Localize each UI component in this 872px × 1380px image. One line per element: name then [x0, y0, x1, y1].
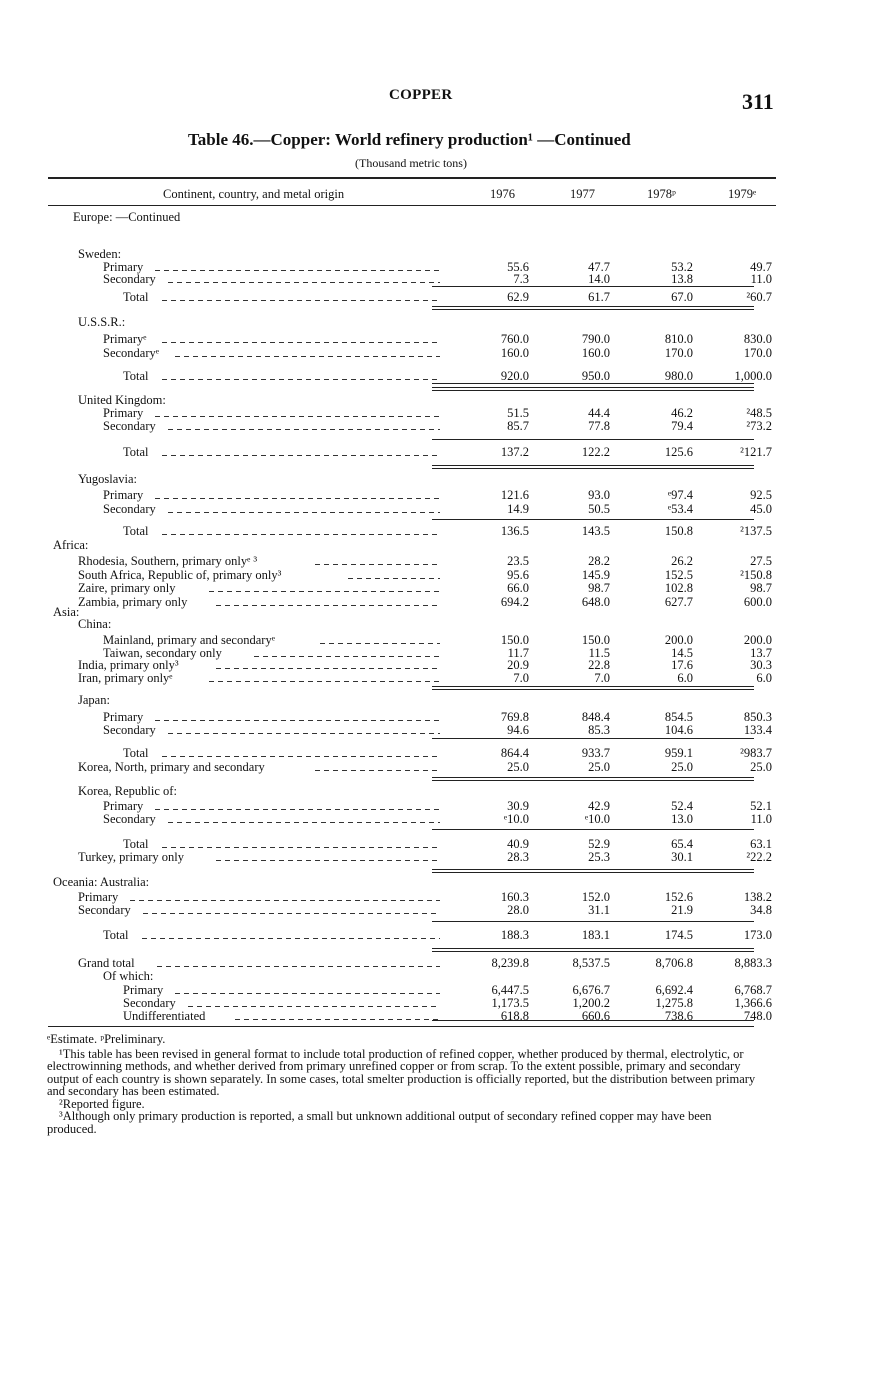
- table-row: [0, 658, 872, 672]
- cell-1977: 52.9: [588, 837, 610, 851]
- cell-1978: 21.9: [671, 903, 693, 917]
- double-rule: [432, 465, 754, 469]
- total-rule: [432, 383, 754, 384]
- table-row: [0, 502, 872, 516]
- row-label: Primaryᵉ: [103, 332, 147, 346]
- cell-1976: 188.3: [500, 928, 529, 942]
- dot-leader: [162, 839, 440, 849]
- cell-1979: 98.7: [750, 581, 772, 595]
- cell-1978: 6.0: [677, 671, 693, 685]
- cell-1979: 27.5: [750, 554, 772, 568]
- double-rule: [432, 686, 754, 690]
- cell-1977: 145.9: [581, 568, 610, 582]
- row-label: Yugoslavia:: [78, 472, 138, 486]
- row-label: Primary: [103, 799, 144, 813]
- row-label: Secondary: [103, 502, 156, 516]
- cell-1977: 648.0: [581, 595, 610, 609]
- double-rule: [432, 387, 754, 391]
- dot-leader: [162, 748, 440, 758]
- cell-1978: 152.6: [664, 890, 693, 904]
- row-label: Primary: [103, 406, 144, 420]
- cell-1976: 28.3: [507, 850, 529, 864]
- double-rule: [432, 777, 754, 781]
- cell-1977: 933.7: [581, 746, 610, 760]
- cell-1977: 660.6: [581, 1009, 610, 1023]
- table-row: [0, 969, 872, 983]
- cell-1978: 1,275.8: [655, 996, 693, 1010]
- cell-1976: 121.6: [500, 488, 529, 502]
- table-row: [0, 850, 872, 864]
- table-row: [0, 346, 872, 360]
- cell-1977: 25.0: [588, 760, 610, 774]
- row-label: Undifferentiated: [123, 1009, 206, 1023]
- dot-leader: [155, 712, 440, 722]
- cell-1978: 738.6: [664, 1009, 693, 1023]
- cell-1978: 52.4: [671, 799, 693, 813]
- cell-1978: 170.0: [664, 346, 693, 360]
- cell-1976: 6,447.5: [491, 983, 529, 997]
- table-row: [0, 488, 872, 502]
- table-row: [0, 760, 872, 774]
- page-number: 311: [742, 89, 774, 114]
- dot-leader: [175, 348, 440, 358]
- row-label: Total: [123, 369, 149, 383]
- table-row: [0, 928, 872, 942]
- cell-1979: ²137.5: [740, 524, 772, 538]
- cell-1979: 13.7: [750, 646, 772, 660]
- cell-1978: 200.0: [664, 633, 693, 647]
- table-row: [0, 568, 872, 582]
- column-header-label: Continent, country, and metal origin: [163, 187, 345, 201]
- table-row: [0, 671, 872, 685]
- total-rule: [432, 829, 754, 830]
- table-row: [0, 956, 872, 970]
- cell-1978: 174.5: [664, 928, 693, 942]
- cell-1976: 864.4: [500, 746, 529, 760]
- cell-1977: 1,200.2: [572, 996, 610, 1010]
- row-label: Primary: [78, 890, 119, 904]
- dot-leader: [130, 892, 440, 902]
- cell-1979: 748.0: [743, 1009, 772, 1023]
- cell-1976: 62.9: [507, 290, 529, 304]
- cell-1978: 13.0: [671, 812, 693, 826]
- row-label: Turkey, primary only: [78, 850, 185, 864]
- cell-1979: 45.0: [750, 502, 772, 516]
- cell-1979: 49.7: [750, 260, 772, 274]
- dot-leader: [168, 814, 440, 824]
- cell-1979: 170.0: [743, 346, 772, 360]
- cell-1979: 1,000.0: [734, 369, 772, 383]
- cell-1979: 173.0: [743, 928, 772, 942]
- cell-1976: 1,173.5: [491, 996, 529, 1010]
- footnote-1: ¹This table has been revised in general format to include total production of refined copper, whether produced by thermal, electrolytic, or electrowinning methods, and whether derived from primary unrefined copper or from scrap. To the extent possible, primary and secondary output of each country is shown separately. In some cases, total smelter production is officially reported, but the distribution between primary and secondary has been estimated.: [47, 1046, 756, 1098]
- table-row: [0, 996, 872, 1010]
- table-row: [0, 247, 872, 261]
- running-head: COPPER: [389, 87, 453, 103]
- row-label: Secondary: [103, 723, 156, 737]
- cell-1979: 8,883.3: [734, 956, 772, 970]
- dot-leader: [155, 262, 440, 272]
- cell-1979: 850.3: [743, 710, 772, 724]
- cell-1978: 25.0: [671, 760, 693, 774]
- row-label: Of which:: [103, 969, 154, 983]
- table-row: [0, 290, 872, 304]
- cell-1976: 160.3: [500, 890, 529, 904]
- table-row: [0, 903, 872, 917]
- cell-1977: 85.3: [588, 723, 610, 737]
- table-row: [0, 406, 872, 420]
- table-row: [0, 538, 872, 552]
- dot-leader: [142, 930, 440, 940]
- table-row: [0, 693, 872, 707]
- double-rule: [432, 306, 754, 310]
- cell-1978: 46.2: [671, 406, 693, 420]
- table-row: [0, 633, 872, 647]
- table-row: [0, 419, 872, 433]
- cell-1977: 152.0: [581, 890, 610, 904]
- cell-1979: 133.4: [743, 723, 772, 737]
- footnote-3: ³Although only primary production is reported, a small but unknown additional output of secondary refined copper may have been produced.: [47, 1109, 712, 1136]
- cell-1978: 79.4: [671, 419, 693, 433]
- row-label: South Africa, Republic of, primary only³: [78, 568, 282, 582]
- cell-1976: 137.2: [500, 445, 529, 459]
- cell-1977: 8,537.5: [572, 956, 610, 970]
- dot-leader: [162, 292, 440, 302]
- cell-1978: 65.4: [671, 837, 693, 851]
- column-header-1978: 1978ᵖ: [647, 187, 676, 201]
- dot-leader: [162, 447, 440, 457]
- table-row: [0, 369, 872, 383]
- cell-1979: ²22.2: [746, 850, 772, 864]
- table-row: [0, 332, 872, 346]
- cell-1979: 63.1: [750, 837, 772, 851]
- cell-1978: ᵉ97.4: [667, 488, 693, 502]
- cell-1977: 790.0: [581, 332, 610, 346]
- cell-1977: 6,676.7: [572, 983, 610, 997]
- table-row: [0, 210, 872, 224]
- cell-1977: 31.1: [588, 903, 610, 917]
- cell-1979: ²121.7: [740, 445, 772, 459]
- row-label: India, primary only³: [78, 658, 179, 672]
- dot-leader: [168, 725, 440, 735]
- cell-1976: 94.6: [507, 723, 529, 737]
- dot-leader: [155, 490, 440, 500]
- dot-leader: [162, 334, 440, 344]
- cell-1977: 44.4: [588, 406, 610, 420]
- row-label: Total: [123, 746, 149, 760]
- row-label: Sweden:: [78, 247, 122, 261]
- cell-1976: 7.3: [513, 272, 529, 286]
- total-rule: [432, 1020, 754, 1021]
- row-label: Iran, primary onlyᵉ: [78, 671, 173, 685]
- table-top-rule: [48, 177, 776, 179]
- cell-1977: 950.0: [581, 369, 610, 383]
- cell-1977: 143.5: [581, 524, 610, 538]
- cell-1978: 104.6: [664, 723, 693, 737]
- cell-1977: 28.2: [588, 554, 610, 568]
- cell-1979: 1,366.6: [734, 996, 772, 1010]
- cell-1977: 98.7: [588, 581, 610, 595]
- row-label: Total: [123, 445, 149, 459]
- double-rule: [432, 948, 754, 952]
- cell-1976: 160.0: [500, 346, 529, 360]
- dot-leader: [168, 274, 440, 284]
- table-row: [0, 393, 872, 407]
- dot-leader: [157, 958, 440, 968]
- row-label: Total: [123, 290, 149, 304]
- cell-1979: 11.0: [750, 812, 772, 826]
- cell-1976: 136.5: [500, 524, 529, 538]
- table-row: [0, 524, 872, 538]
- column-header-1976: 1976: [490, 187, 515, 201]
- cell-1976: 14.9: [507, 502, 529, 516]
- row-label: Taiwan, secondary only: [103, 646, 222, 660]
- dot-leader: [168, 504, 440, 514]
- row-label: Secondaryᵉ: [103, 346, 159, 360]
- cell-1977: ᵉ10.0: [584, 812, 610, 826]
- cell-1977: 14.0: [588, 272, 610, 286]
- cell-1978: 125.6: [664, 445, 693, 459]
- cell-1976: 85.7: [507, 419, 529, 433]
- cell-1978: 959.1: [664, 746, 693, 760]
- row-label: Grand total: [78, 956, 135, 970]
- cell-1978: 67.0: [671, 290, 693, 304]
- cell-1977: 50.5: [588, 502, 610, 516]
- cell-1976: 25.0: [507, 760, 529, 774]
- dot-leader: [315, 762, 440, 772]
- cell-1978: 14.5: [671, 646, 693, 660]
- cell-1979: 138.2: [743, 890, 772, 904]
- cell-1979: 34.8: [750, 903, 772, 917]
- cell-1979: 6,768.7: [734, 983, 772, 997]
- double-rule: [432, 869, 754, 873]
- cell-1979: ²48.5: [746, 406, 772, 420]
- cell-1976: ᵉ10.0: [503, 812, 529, 826]
- row-label: Secondary: [103, 812, 156, 826]
- table-row: [0, 784, 872, 798]
- footnotes: [47, 1033, 759, 1135]
- cell-1977: 150.0: [581, 633, 610, 647]
- row-label: Europe: —Continued: [73, 210, 181, 224]
- total-rule: [432, 921, 754, 922]
- cell-1979: ²983.7: [740, 746, 772, 760]
- cell-1976: 66.0: [507, 581, 529, 595]
- cell-1977: 7.0: [594, 671, 610, 685]
- row-label: Secondary: [123, 996, 176, 1010]
- row-label: Total: [103, 928, 129, 942]
- row-label: Zaire, primary only: [78, 581, 176, 595]
- row-label: Total: [123, 837, 149, 851]
- row-label: Rhodesia, Southern, primary onlyᵉ ³: [78, 554, 258, 568]
- cell-1976: 618.8: [500, 1009, 529, 1023]
- cell-1978: 8,706.8: [655, 956, 693, 970]
- cell-1979: 830.0: [743, 332, 772, 346]
- table-row: [0, 875, 872, 889]
- cell-1976: 760.0: [500, 332, 529, 346]
- table-row: [0, 890, 872, 904]
- column-header-1979: 1979ᵉ: [728, 187, 757, 201]
- table-row: [0, 723, 872, 737]
- total-rule: [432, 286, 754, 287]
- cell-1976: 769.8: [500, 710, 529, 724]
- cell-1979: 600.0: [743, 595, 772, 609]
- row-label: Secondary: [78, 903, 131, 917]
- table-row: [0, 837, 872, 851]
- dot-leader: [209, 583, 440, 593]
- cell-1978: 53.2: [671, 260, 693, 274]
- row-label: Mainland, primary and secondaryᵉ: [103, 633, 275, 647]
- row-label: Korea, North, primary and secondary: [78, 760, 265, 774]
- cell-1979: 30.3: [750, 658, 772, 672]
- cell-1979: 11.0: [750, 272, 772, 286]
- cell-1979: ²73.2: [746, 419, 772, 433]
- row-label: Primary: [123, 983, 164, 997]
- dot-leader: [348, 570, 440, 580]
- table-row: [0, 710, 872, 724]
- cell-1977: 11.5: [588, 646, 610, 660]
- dot-leader: [216, 852, 440, 862]
- cell-1978: 854.5: [664, 710, 693, 724]
- cell-1978: ᵉ53.4: [667, 502, 693, 516]
- header-bottom-rule: [48, 205, 776, 206]
- dot-leader: [216, 660, 440, 670]
- cell-1979: ²150.8: [740, 568, 772, 582]
- row-label: Oceania: Australia:: [53, 875, 150, 889]
- cell-1978: 17.6: [671, 658, 693, 672]
- cell-1976: 7.0: [513, 671, 529, 685]
- cell-1978: 26.2: [671, 554, 693, 568]
- row-label: Primary: [103, 710, 144, 724]
- cell-1977: 848.4: [581, 710, 610, 724]
- cell-1977: 183.1: [581, 928, 610, 942]
- cell-1978: 102.8: [664, 581, 693, 595]
- cell-1979: ²60.7: [746, 290, 772, 304]
- dot-leader: [162, 526, 440, 536]
- table-row: [0, 812, 872, 826]
- cell-1976: 51.5: [507, 406, 529, 420]
- cell-1976: 20.9: [507, 658, 529, 672]
- dot-leader: [143, 905, 440, 915]
- cell-1976: 694.2: [500, 595, 529, 609]
- dot-leader: [209, 673, 440, 683]
- total-rule: [432, 519, 754, 520]
- cell-1979: 92.5: [750, 488, 772, 502]
- cell-1976: 30.9: [507, 799, 529, 813]
- cell-1976: 150.0: [500, 633, 529, 647]
- dot-leader: [235, 1011, 440, 1021]
- cell-1976: 920.0: [500, 369, 529, 383]
- table-row: [0, 799, 872, 813]
- dot-leader: [315, 556, 440, 566]
- dot-leader: [162, 371, 440, 381]
- cell-1977: 42.9: [588, 799, 610, 813]
- cell-1978: 13.8: [671, 272, 693, 286]
- cell-1978: 980.0: [664, 369, 693, 383]
- table-title: Table 46.—Copper: World refinery production¹ —Continued: [188, 130, 631, 149]
- row-label: Secondary: [103, 272, 156, 286]
- footnote-legend: ᵉEstimate. ᵖPreliminary.: [47, 1032, 166, 1046]
- row-label: Primary: [103, 260, 144, 274]
- cell-1979: 6.0: [756, 671, 772, 685]
- row-label: Africa:: [53, 538, 89, 552]
- table-row: [0, 445, 872, 459]
- cell-1977: 25.3: [588, 850, 610, 864]
- cell-1979: 52.1: [750, 799, 772, 813]
- row-label: United Kingdom:: [78, 393, 166, 407]
- row-label: Zambia, primary only: [78, 595, 188, 609]
- cell-1977: 160.0: [581, 346, 610, 360]
- row-label: Primary: [103, 488, 144, 502]
- table-row: [0, 746, 872, 760]
- cell-1977: 22.8: [588, 658, 610, 672]
- cell-1977: 47.7: [588, 260, 610, 274]
- cell-1978: 150.8: [664, 524, 693, 538]
- cell-1976: 55.6: [507, 260, 529, 274]
- row-label: China:: [78, 617, 112, 631]
- table-bottom-rule: [48, 1026, 754, 1027]
- cell-1976: 11.7: [507, 646, 529, 660]
- cell-1978: 152.5: [664, 568, 693, 582]
- cell-1978: 810.0: [664, 332, 693, 346]
- dot-leader: [188, 998, 440, 1008]
- dot-leader: [175, 985, 440, 995]
- cell-1976: 95.6: [507, 568, 529, 582]
- dot-leader: [320, 635, 440, 645]
- cell-1976: 23.5: [507, 554, 529, 568]
- row-label: Secondary: [103, 419, 156, 433]
- total-rule: [432, 439, 754, 440]
- dot-leader: [254, 648, 440, 658]
- table-row: [0, 272, 872, 286]
- cell-1976: 40.9: [507, 837, 529, 851]
- table-row: [0, 581, 872, 595]
- column-header-1977: 1977: [570, 187, 595, 201]
- cell-1977: 93.0: [588, 488, 610, 502]
- cell-1977: 77.8: [588, 419, 610, 433]
- dot-leader: [168, 421, 440, 431]
- cell-1977: 122.2: [581, 445, 610, 459]
- cell-1979: 200.0: [743, 633, 772, 647]
- cell-1979: 25.0: [750, 760, 772, 774]
- cell-1978: 627.7: [664, 595, 693, 609]
- row-label: Total: [123, 524, 149, 538]
- total-rule: [432, 738, 754, 739]
- table-unit: (Thousand metric tons): [355, 156, 467, 170]
- cell-1976: 8,239.8: [491, 956, 529, 970]
- cell-1976: 28.0: [507, 903, 529, 917]
- cell-1978: 30.1: [671, 850, 693, 864]
- dot-leader: [155, 408, 440, 418]
- row-label: U.S.S.R.:: [78, 315, 126, 329]
- table-row: [0, 315, 872, 329]
- dot-leader: [155, 801, 440, 811]
- table-row: [0, 472, 872, 486]
- cell-1978: 6,692.4: [655, 983, 693, 997]
- row-label: Asia:: [53, 605, 80, 619]
- table-row: [0, 617, 872, 631]
- cell-1977: 61.7: [588, 290, 610, 304]
- row-label: Japan:: [78, 693, 110, 707]
- table-row: [0, 554, 872, 568]
- footnote-2: ²Reported figure.: [59, 1096, 145, 1111]
- table-row: [0, 983, 872, 997]
- row-label: Korea, Republic of:: [78, 784, 177, 798]
